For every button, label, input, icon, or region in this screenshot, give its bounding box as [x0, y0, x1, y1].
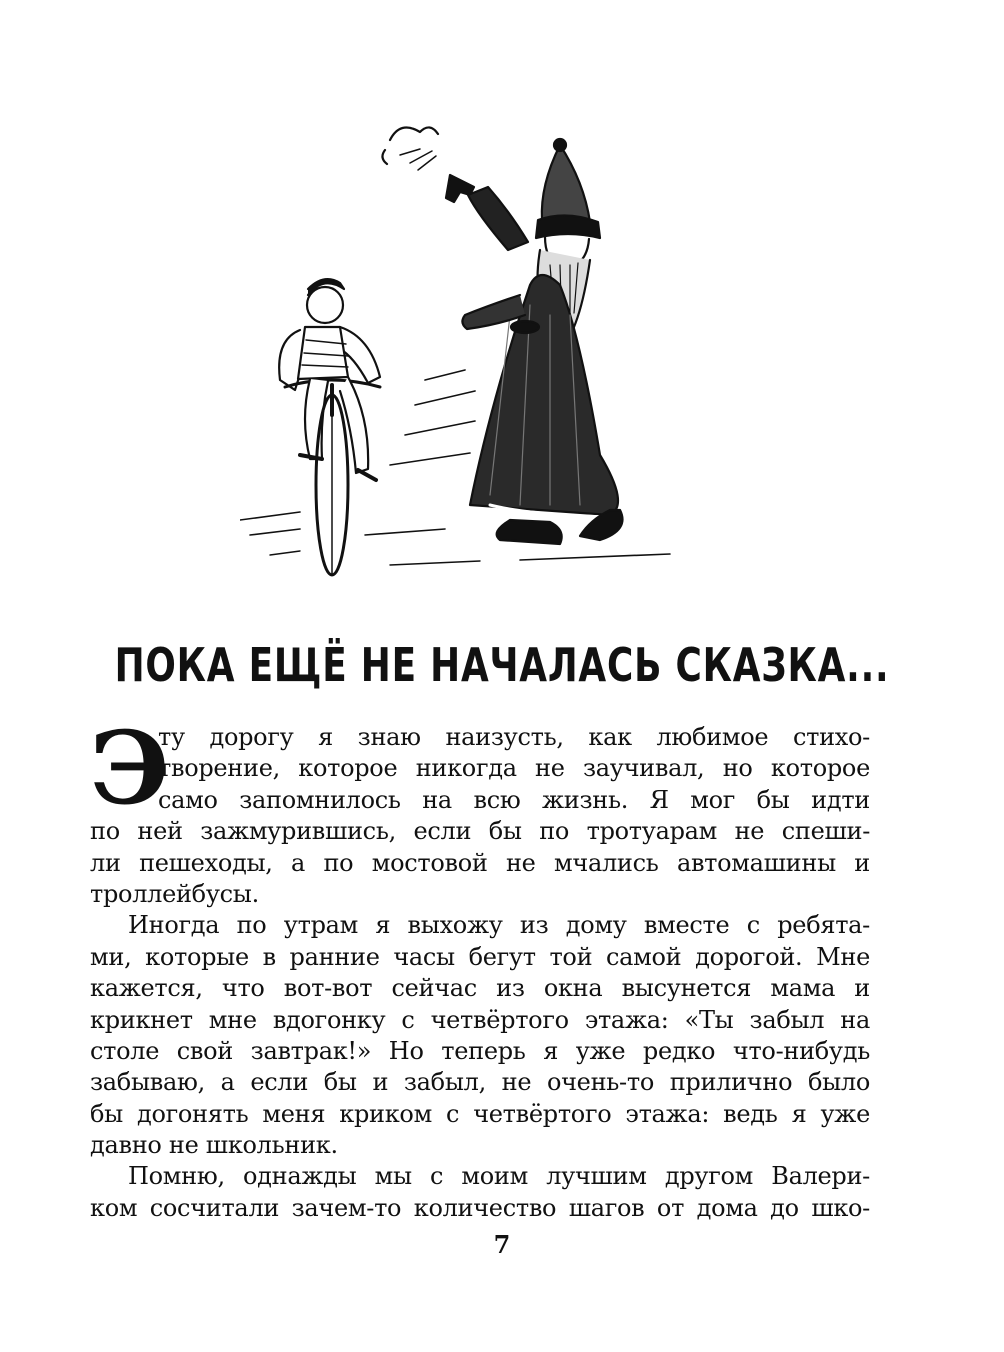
text-line: Помню, однажды мы с моим лучшим другом Валери-: [128, 1162, 870, 1191]
text-line: ми, которые в ранние часы бегут той самой дорогой. Мне: [90, 942, 870, 971]
text-line: бы догонять меня криком с четвёртого этажа: ведь я уже: [90, 1099, 870, 1128]
text-line: по ней зажмурившись, если бы по тротуарам не спеши-: [90, 817, 870, 846]
text-line: само запомнилось на всю жизнь. Я мог бы идти: [158, 785, 870, 814]
drop-cap: Э: [90, 709, 170, 827]
text-line: Иногда по утрам я выхожу из дому вместе с ребята-: [128, 911, 870, 940]
text-line: кажется, что вот-вот сейчас из окна высунется мама и: [90, 974, 870, 1003]
text-line: крикнет мне вдогонку с четвёртого этажа: «Ты забыл на: [90, 1005, 870, 1034]
illustration-boy-bicycle-santa: [240, 115, 760, 595]
text-line: столе свой завтрак!» Но теперь я уже редко что-нибудь: [90, 1036, 870, 1065]
text-line: ту дорогу я знаю наизусть, как любимое стихо-: [158, 723, 870, 751]
text-line: ком сосчитали зачем-то количество шагов от дома до шко-: [90, 1193, 870, 1222]
text-line: давно не школьник.: [90, 1131, 338, 1160]
text-line: ли пешеходы, а по мостовой не мчались автомашины и: [90, 848, 870, 877]
chapter-title: ПОКА ЕЩЁ НЕ НАЧАЛАСЬ СКАЗКА...: [114, 638, 890, 692]
text-line: забываю, а если бы и забыл, не очень-то прилично было: [90, 1068, 870, 1097]
body-text: [90, 709, 870, 1224]
text-line: творение, которое никогда не заучивал, но которое: [158, 754, 870, 783]
page-number: 7: [493, 1230, 511, 1259]
text-line: троллейбусы.: [90, 879, 259, 908]
